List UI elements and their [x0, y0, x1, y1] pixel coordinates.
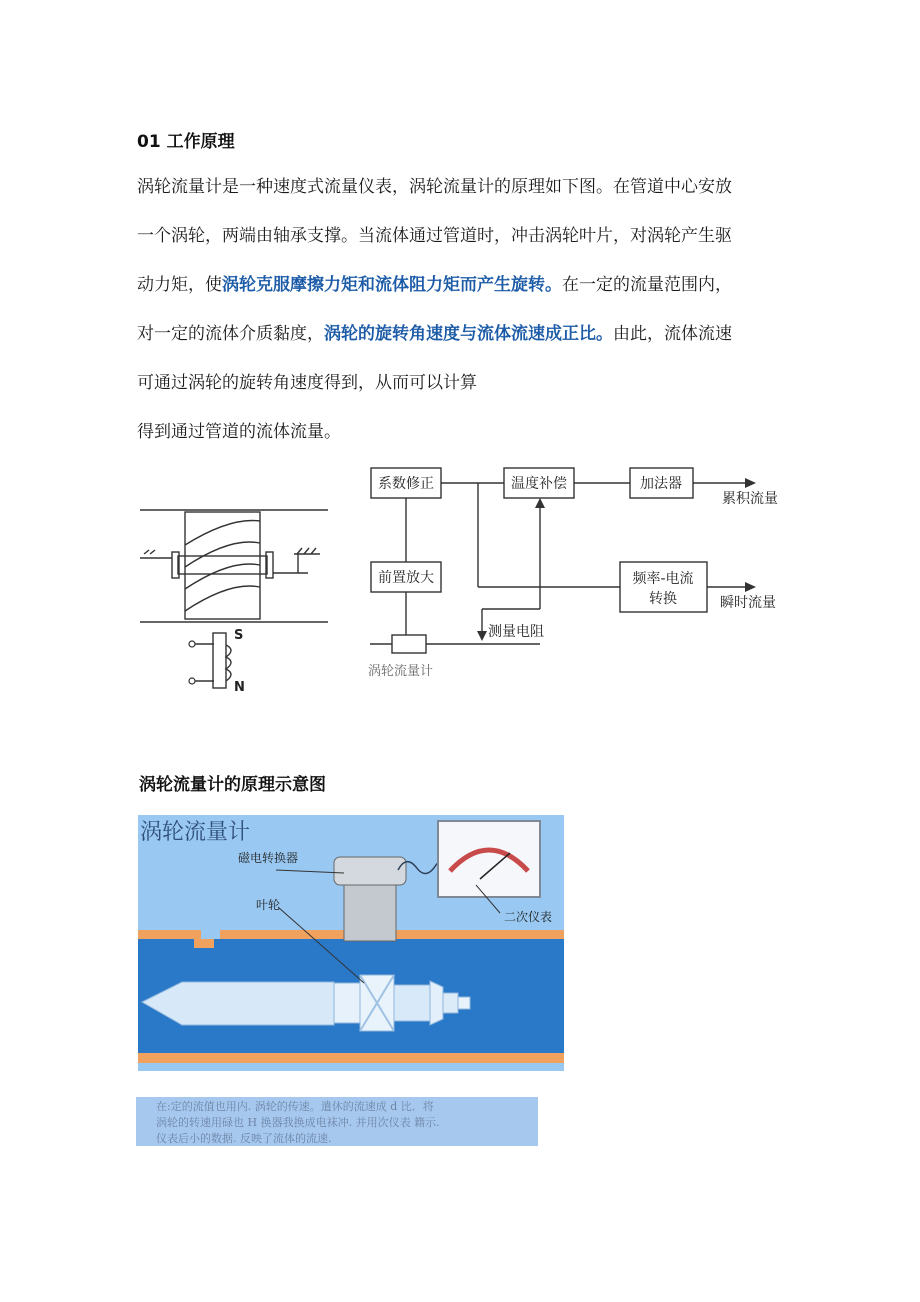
caption-box [136, 1097, 538, 1146]
block-coefficient: 系数修正 [378, 476, 434, 492]
label-secondary-meter: 二次仪表 [504, 910, 553, 924]
highlighted-text: 涡轮的旋转角速度与流体流速成正比。 [324, 324, 613, 344]
schematic-heading: 涡轮流量计的原理示意图 [139, 775, 326, 795]
output-cumulative: 累积流量 [722, 491, 778, 507]
diagram-caption: 涡轮流量计 [368, 664, 434, 679]
paragraph-line: 涡轮流量计是一种速度式流量仪表，涡轮流量计的原理如下图。在管道中心安放 [137, 177, 732, 197]
magnet-n-label: N [234, 680, 245, 695]
block-freq-line2: 转换 [649, 591, 677, 607]
section-heading: 01 工作原理 [137, 132, 235, 152]
label-impeller: 叶轮 [256, 898, 281, 912]
paragraph-line [137, 266, 817, 315]
intro-paragraph [137, 168, 817, 462]
caption-line: 在:定的流值也用内. 涡轮的传速。遣休的流速成 d 比．将 [156, 1100, 434, 1113]
label-converter: 磁电转换器 [238, 851, 299, 865]
paragraph-line: 得到通过管道的流体流量。 [137, 422, 341, 442]
resistor-label: 测量电阻 [488, 624, 544, 640]
block-preamp: 前置放大 [378, 570, 434, 586]
block-temperature: 温度补偿 [511, 476, 567, 492]
line-text: 由此，流体流速 [613, 324, 732, 344]
magnet-s-label: S [234, 628, 244, 643]
line-text: 动力矩，使 [137, 275, 222, 295]
highlighted-text: 涡轮克服摩擦力矩和流体阻力矩而产生旋转。 [222, 275, 562, 295]
turbine-schematic-figure [138, 815, 564, 1071]
schematic-title: 涡轮流量计 [140, 820, 251, 845]
flowmeter-block-diagram [130, 455, 810, 695]
caption-line: 仪表后小的数据. 反映了流体的流速. [156, 1132, 332, 1145]
paragraph-line [137, 315, 817, 364]
line-text: 在一定的流量范围内， [562, 275, 732, 295]
caption-line: 涡轮的转速用碌也 H 换器我换成电袜冲. 并用次仪表 籍示. [156, 1116, 440, 1129]
line-text: 对一定的流体介质黏度， [137, 324, 324, 344]
paragraph-line: 可通过涡轮的旋转角速度得到，从而可以计算 [137, 373, 477, 393]
paragraph-line: 一个涡轮，两端由轴承支撑。当流体通过管道时，冲击涡轮叶片，对涡轮产生驱 [137, 226, 732, 246]
block-adder: 加法器 [640, 476, 682, 492]
block-freq-line1: 频率-电流 [632, 571, 694, 587]
output-instant: 瞬时流量 [720, 595, 776, 611]
